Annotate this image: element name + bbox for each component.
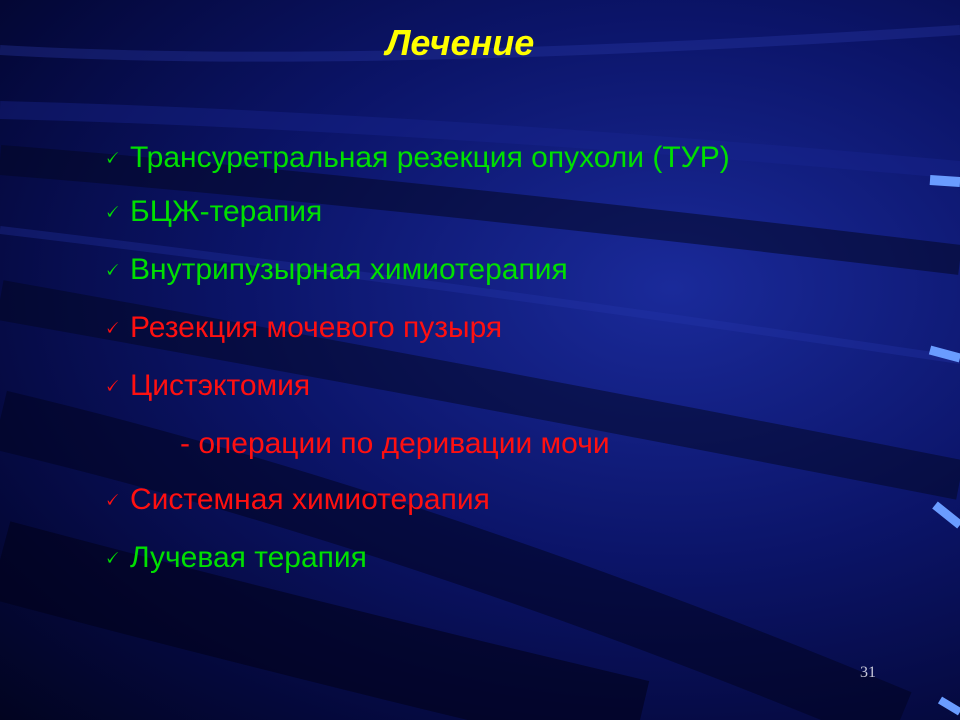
check-icon: 🗸 [104, 145, 120, 170]
list-item [104, 480, 490, 520]
list-item-text: Резекция мочевого пузыря [130, 311, 503, 344]
list-item [104, 250, 568, 290]
slide-title: Лечение [385, 22, 535, 63]
list-item-text: Трансуретральная резекция опухоли (ТУР) [130, 141, 730, 174]
page-number: 31 [860, 664, 876, 681]
list-item-text: БЦЖ-терапия [130, 195, 323, 228]
list-item [104, 308, 502, 348]
check-icon: 🗸 [104, 373, 120, 398]
check-icon: 🗸 [104, 315, 120, 340]
check-icon: 🗸 [104, 545, 120, 570]
list-item-text: Лучевая терапия [130, 541, 367, 574]
list-item [104, 538, 367, 578]
list-item-text: Внутрипузырная химиотерапия [130, 253, 568, 286]
list-item [104, 138, 730, 178]
check-icon: 🗸 [104, 487, 120, 512]
check-icon: 🗸 [104, 257, 120, 282]
list-item-text: Цистэктомия [130, 369, 311, 402]
list-item [104, 192, 322, 232]
list-subitem: - операции по деривации мочи [180, 427, 610, 460]
check-icon: 🗸 [104, 199, 120, 224]
list-item-text: Системная химиотерапия [130, 483, 490, 516]
list-item [104, 366, 310, 406]
